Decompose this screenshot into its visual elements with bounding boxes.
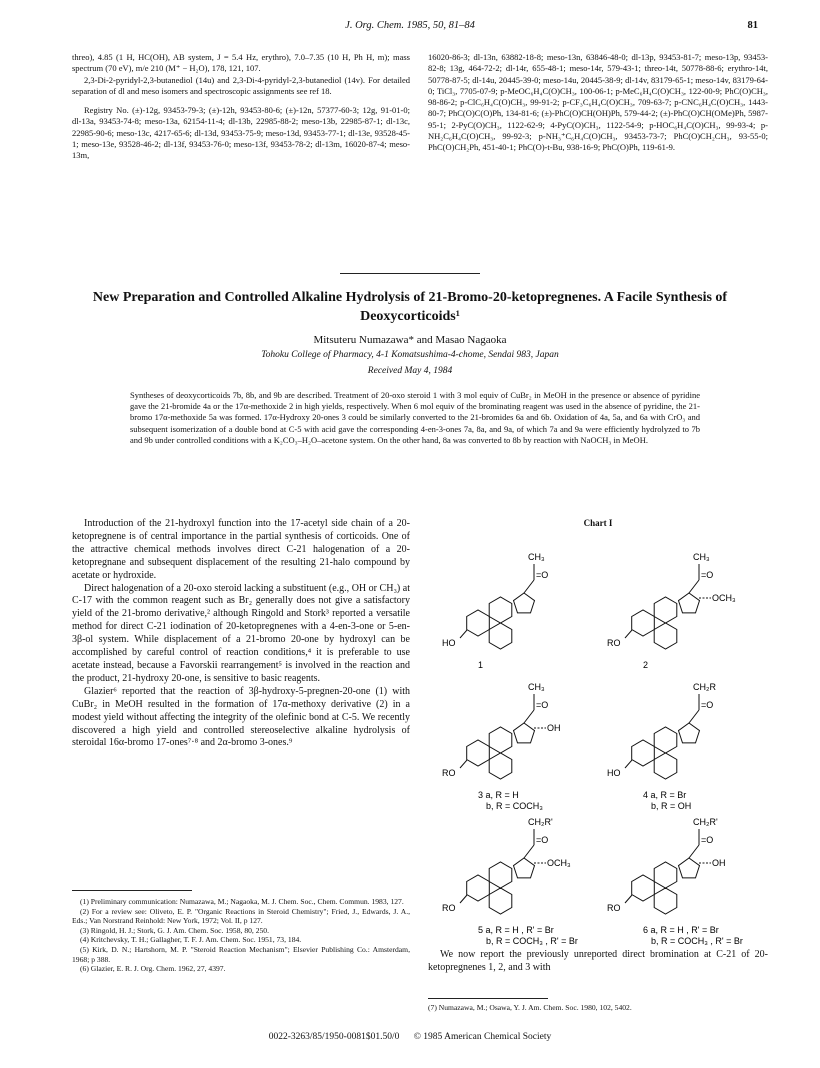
ring-b	[654, 753, 677, 779]
structure-1	[442, 552, 548, 670]
previous-article-right-column	[428, 52, 768, 154]
ring-c	[654, 597, 677, 623]
ring-d	[514, 723, 535, 743]
footnote: (5) Kirk, D. N.; Hartshorn, M. P. "Steroid Reaction Mechanism"; Elsevier Publishing Co.: Amsterdam, 1968; p 388.	[72, 944, 410, 964]
ring-a	[632, 875, 655, 901]
ring-a	[632, 740, 655, 766]
ring-b	[654, 623, 677, 649]
body-left-column	[72, 518, 410, 750]
side-chain-bond	[524, 710, 534, 723]
article-separator	[340, 273, 480, 274]
compound-number: 6 a, R = H , R' = Br	[643, 925, 719, 935]
ring-a	[467, 740, 490, 766]
body-right-column	[428, 948, 768, 974]
compound-number: 3 a, R = H	[478, 790, 519, 800]
ring-d	[679, 593, 700, 613]
c3-label: HO	[442, 638, 456, 648]
c3-bond	[625, 630, 632, 638]
body-paragraph: Glazier⁶ reported that the reaction of 3β-hydroxy-5-pregnen-20-one (1) with CuBr₂ in MeOH resulted in the formation of 17α-methoxy derivative (2) in a modest yield without affecting the integrity of the olefinic bond at C-5. We recently discovered a high yield and controlled stereoselective alkaline hydrolysis of steroidal 16α-bromo 17-ones⁷·⁸ and 2α-bromo 3-ones.⁹	[72, 685, 410, 749]
footnote: (4) Kritchevsky, T. H.; Gallagher, T. F. J. Am. Chem. Soc. 1951, 73, 184.	[80, 935, 302, 945]
c21-label: CH₃	[528, 552, 545, 562]
side-chain-bond	[689, 710, 699, 723]
running-head	[0, 20, 820, 36]
compound-number: 1	[478, 660, 484, 670]
abstract: Syntheses of deoxycorticoids 7b, 8b, and 9b are described. Treatment of 20-oxo steroid 1 with 3 mol equiv of CuBr₂ in MeOH in the presence or absence of pyridine gave the 21-bromide 4a or the 17α-methoxide 2 in high yields, respectively. When 6 mol equiv of the brominating reagent was used in the absence of pyridine, the 21-bromo 17α-methoxide 5a was formed. 17α-Hydroxy 20-ones 3 could be similarly converted to the 21-bromides 6a and 6b. Oxidation of 4a, 5a, and 6a with CrO₃ and subsequent isomerization of a double bond at C-5 with acid gave the corresponding 4-en-3-ones 7a, 8a, and 9a, of which 7a and 9a were efficiently hydrolyzed to 7b and 9b under controlled conditions with a K₂CO₃–H₂O–acetone system. On the other hand, 8a was converted to 8b by reaction with NaOCH₃ in MeOH.	[130, 390, 700, 445]
page-number: 81	[747, 20, 758, 31]
c17-substituent: OH	[547, 723, 561, 733]
journal-citation: J. Org. Chem. 1985, 50, 81–84	[345, 20, 475, 31]
previous-article-left-column	[72, 52, 410, 162]
article-authors: Mitsuteru Numazawa* and Masao Nagaoka	[313, 334, 507, 346]
ring-a	[632, 610, 655, 636]
ring-c	[654, 862, 677, 888]
ring-c	[489, 597, 512, 623]
c20-label: =O	[701, 835, 714, 845]
c3-label: RO	[442, 768, 456, 778]
ring-c	[489, 862, 512, 888]
prev-text-2: 2,3-Di-2-pyridyl-2,3-butanediol (14u) and 2,3-Di-4-pyridyl-2,3-butanediol (14v). For detailed separation of dl and meso isomers and spectroscopic assignments see ref 18.	[72, 74, 410, 96]
ring-c	[489, 727, 512, 753]
compound-variant: b, R = COCH₃ , R' = Br	[486, 936, 578, 946]
structure-4	[607, 682, 716, 811]
article-title: New Preparation and Controlled Alkaline Hydrolysis of 21-Bromo-20-ketopregnenes. A Facile Synthesis of Deoxycorticoids¹	[92, 290, 728, 324]
article-affiliation: Tohoku College of Pharmacy, 4-1 Komatsushima-4-chome, Sendai 983, Japan	[261, 350, 559, 360]
c3-bond	[460, 895, 467, 903]
ring-d	[679, 723, 700, 743]
ring-b	[489, 888, 512, 914]
footnote-rule	[428, 998, 548, 999]
c3-label: RO	[607, 638, 621, 648]
c20-label: =O	[536, 700, 549, 710]
c21-label: CH₃	[528, 682, 545, 692]
structure-layer	[442, 552, 747, 948]
c3-bond	[625, 760, 632, 768]
c20-label: =O	[701, 570, 714, 580]
ring-a	[467, 610, 490, 636]
registry-numbers: Registry No. (±)-12g, 93453-79-3; (±)-12h, 93453-80-6; (±)-12n, 57377-60-3; 12g, 91-01-0; dl-13a, 93453-74-8; meso-13a, 62154-11-4; dl-13b, 22985-88-2; meso-13b, 22985-87-1; dl-13c, 22985-90-6; meso-13c, 4217-65-6; dl-13d, 93453-75-9; meso-13d, 93453-77-1; dl-13e, 93528-45-1; meso-13e, 93528-46-2; dl-13f, 93453-76-0; meso-13f, 93453-78-2; dl-13m, 16020-87-4; meso-13m,	[72, 105, 410, 161]
c17-substituent: OCH₃	[547, 858, 571, 868]
footnote: (6) Glazier, E. R. J. Org. Chem. 1962, 27, 4397.	[80, 964, 226, 974]
ring-d	[514, 593, 535, 613]
page-footer	[0, 1032, 820, 1042]
footnotes-right	[428, 998, 768, 1013]
c17-substituent: OH	[712, 858, 726, 868]
c3-bond	[625, 895, 632, 903]
footnote: (7) Numazawa, M.; Osawa, Y. J. Am. Chem. Soc. 1980, 102, 5402.	[428, 1003, 632, 1012]
chart-structures	[428, 528, 768, 948]
body-paragraph: Direct halogenation of a 20-oxo steroid lacking a substituent (e.g., OH or CH₃) at C-17 with the common reagent such as Br₂ generally does not give a satisfactory yield of the 21-bromo derivative,² although Ringold and Stork³ reported a versatile method for direct C-21 iodination of 20-ketopregnenes with a 4-en-3-one or 5-en-3β-ol system. While displacement of a 21-bromo 20-one by hydroxyl can be accomplished by careful control of reaction conditions,⁴ it is preferable to use acetate instead, because a Favorskii rearrangement⁵ is involved in the reaction and the product, 21-hydroxy 20-one, is sensitive to basic reagents.	[72, 582, 410, 684]
side-chain-bond	[689, 580, 699, 593]
ring-d	[679, 858, 700, 878]
footnotes-left	[72, 890, 410, 974]
side-chain-bond	[689, 845, 699, 858]
body-paragraph: We now report the previously unreported direct bromination at C-21 of 20-ketopregnenes 1, 2, and 3 with	[428, 949, 768, 973]
compound-number: 5 a, R = H , R' = Br	[478, 925, 554, 935]
ring-b	[489, 753, 512, 779]
c3-label: HO	[607, 768, 621, 778]
registry-numbers-continued: 16020-86-3; dl-13n, 63882-18-8; meso-13n, 63846-48-0; dl-13p, 93453-81-7; meso-13p, 93453-82-8; 13g, 464-72-2; dl-14r, 655-48-1; meso-14r, 579-43-1; threo-14t, 50778-88-6; erythro-14t, 50778-87-5; dl-14u, 20445-39-0; meso-14u, 20445-38-9; dl-14v, 83179-65-1; meso-14v, 83179-64-0; TiCl₃, 7705-07-9; p-MeOC₆H₄C(O)CH₃, 100-06-1; p-MeC₆H₄C(O)CH₃, 122-00-9; PhC(O)CH₃, 98-86-2; p-ClC₆H₄C(O)CH₃, 99-91-2; p-CF₃C₆H₄C(O)CH₃, 709-63-7; p-CNC₆H₄C(O)CH₃, 1443-80-7; PhC(O)C(O)Ph, 134-81-6; (±)-PhC(O)CH(OH)Ph, 579-44-2; (±)-PhC(O)CH(OMe)Ph, 5987-95-1; 2-PyC(O)CH₃, 1122-62-9; 4-PyC(O)CH₃, 1122-54-9; p-HOC₆H₄C(O)CH₃, 99-93-4; p-NH₂C₆H₄C(O)CH₃, 99-92-3; p-NH₃⁺C₆H₄C(O)CH₃, 93453-73-7; PhC(O)CH₂CH₃, 93-55-0; PhC(O)CH₂Ph, 451-40-1; PhC(O)-t-Bu, 938-16-9; PhC(O)Ph, 119-61-9.	[428, 52, 768, 153]
footnote: (3) Ringold, H. J.; Stork, G. J. Am. Chem. Soc. 1958, 80, 250.	[80, 925, 270, 935]
ring-a	[467, 875, 490, 901]
compound-variant: b, R = OH	[651, 801, 692, 811]
c3-bond	[460, 760, 467, 768]
structure-6	[607, 817, 747, 948]
c20-label: =O	[701, 700, 714, 710]
structure-2	[607, 552, 736, 670]
article-code: 0022-3263/85/1950-0081$01.50/0	[268, 1032, 400, 1042]
chart-title: Chart I	[583, 518, 613, 528]
footnote: (2) For a review see: Oliveto, E. P. "Organic Reactions in Steroid Chemistry"; Fried, J., Edwards, J. A., Eds.; Van Norstrand Reinhold: New York, 1972; Vol. II, p 127.	[72, 906, 410, 926]
ring-b	[489, 623, 512, 649]
compound-variant: b, R = COCH₃ , R' = Br	[651, 936, 743, 946]
copyright: © 1985 American Chemical Society	[413, 1032, 552, 1042]
footnote: (1) Preliminary communication: Numazawa, M.; Nagaoka, M. J. Chem. Soc., Chem. Commun. 1983, 127.	[80, 897, 404, 906]
compound-variant: b, R = COCH₃	[486, 801, 543, 811]
side-chain-bond	[524, 845, 534, 858]
c3-bond	[460, 630, 467, 638]
side-chain-bond	[524, 580, 534, 593]
received-date: Received May 4, 1984	[367, 366, 453, 376]
footnote-rule	[72, 890, 192, 891]
compound-number: 4 a, R = Br	[643, 790, 687, 800]
ring-c	[654, 727, 677, 753]
c21-label: CH₂R'	[528, 817, 553, 827]
prev-text-1: threo), 4.85 (1 H, HC(OH), AB system, J = 5.4 Hz, erythro), 7.0–7.35 (10 H, Ph H, m); mass spectrum (70 eV), m/e 210 (M⁺ − H₂O), 178, 121, 107.	[72, 52, 410, 74]
c3-label: RO	[607, 903, 621, 913]
c20-label: =O	[536, 570, 549, 580]
ring-b	[654, 888, 677, 914]
body-paragraph: Introduction of the 21-hydroxyl function into the 17-acetyl side chain of a 20-ketopregnene is of central importance in the partial synthesis of corticoids. One of the attractive chemical methods involves direct C-21 halogenation of a 20-ketopregnane and subsequent displacement of the resulting 21-halo compound by acetate or hydroxide.	[72, 518, 410, 581]
c17-substituent: OCH₃	[712, 593, 736, 603]
compound-number: 2	[643, 660, 649, 670]
structure-5	[442, 817, 578, 948]
structure-3	[442, 682, 561, 811]
c21-label: CH₂R'	[693, 817, 718, 827]
c21-label: CH₂R	[693, 682, 716, 692]
c21-label: CH₃	[693, 552, 710, 562]
c3-label: RO	[442, 903, 456, 913]
c20-label: =O	[536, 835, 549, 845]
ring-d	[514, 858, 535, 878]
